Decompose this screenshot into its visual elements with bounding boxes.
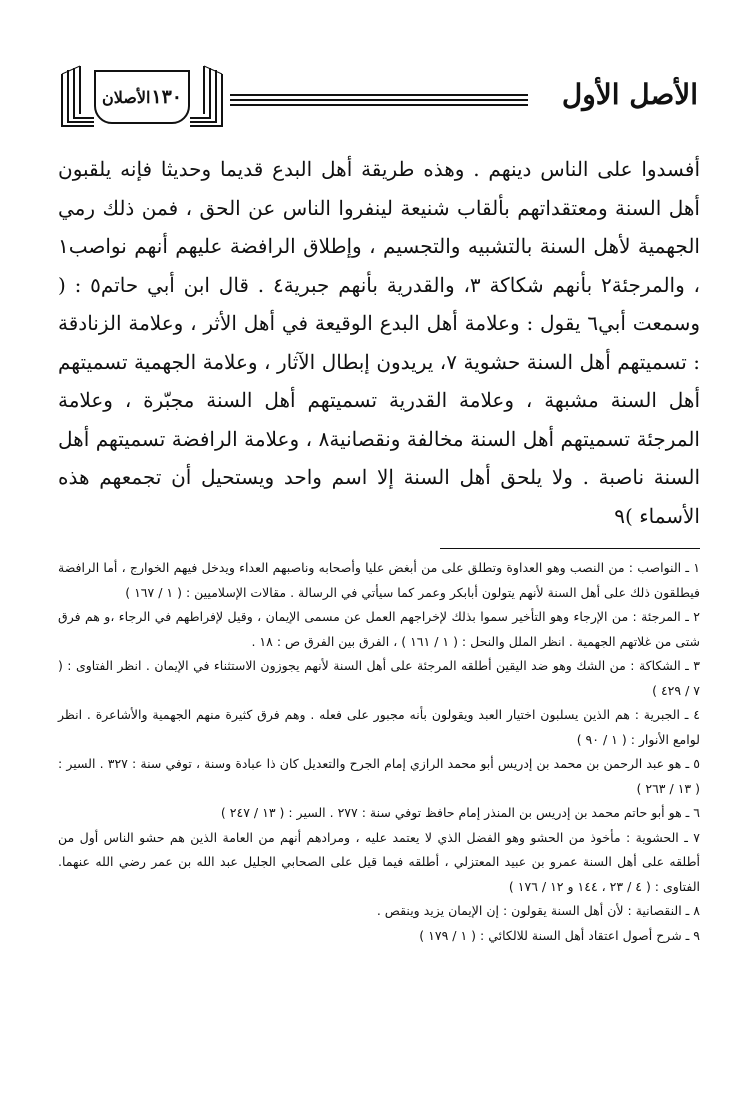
footnote-2: ٢ ـ المرجئة : من الإرجاء وهو التأخير سموا بذلك لإخراجهم العمل عن مسمى الإيمان ، وقيل لإفراطهم في الرجاء ،و هم فرق شتى من غلاتهم الجهمية . انظر الملل والنحل : ( ١ / ١٦١ ) ، الفرق بين الفرق ص : ١٨ . xyxy=(58,609,700,649)
footnote-4: ٤ ـ الجبرية : هم الذين يسلبون اختيار العبد ويقولون بأنه مجبور على فعله . وهم فرق كثيرة منهم الجهمية والأشاعرة . انظر لوامع الأنوار : ( ١ / ٩٠ ) xyxy=(58,707,700,747)
footnote-7: ٧ ـ الحشوية : مأخوذ من الحشو وهو الفضل الذي لا يعتمد عليه ، ومرادهم أنهم من العامة الذين هم حشو الناس أول من أطلقه على أهل السنة عمرو بن عبيد المعتزلي ، أطلقه فيما قيل على الصحابي الجليل عبد الله بن عمر رضي الله عنهما. الفتاوى : ( ٤ / ٢٣ ، ١٤٤ و ١٢ / ١٧٦ ) xyxy=(58,829,700,894)
open-book-ornament xyxy=(58,64,226,132)
footnote-8: ٨ ـ النقصانية : لأن أهل السنة يقولون : إن الإيمان يزيد وينقص . xyxy=(376,903,700,918)
footnote-5: ٥ ـ هو عبد الرحمن بن محمد بن إدريس أبو محمد الرازي إمام الجرح والتعديل كان ذا عبادة وسنة ، توفي سنة : ٣٢٧ . السير : ( ١٣ / ٢٦٣ ) xyxy=(58,756,700,796)
book-label-box xyxy=(94,70,190,124)
main-paragraph: أفسدوا على الناس دينهم . وهذه طريقة أهل البدع قديما وحديثا فإنه يلقبون أهل السنة ومعتقداتهم بألقاب شنيعة لينفروا الناس عن الحق ، فمن ذلك رمي الجهمية لأهل السنة بالتشبيه والتجسيم ، وإطلاق الرافضة عليهم أنهم نواصب١ ، والمرجئة٢ بأنهم شكاكة ٣، والقدرية بأنهم جبرية٤ . قال ابن أبي حاتم٥ : ( وسمعت أبي٦ يقول : وعلامة أهل البدع الوقيعة في أهل الأثر ، وعلامة الزنادقة : تسميتهم أهل السنة حشوية ٧، يريدون إبطال الآثار ، وعلامة الجهمية تسميتهم أهل السنة مشبهة ، وعلامة القدرية تسميتهم أهل السنة مجبّرة ، وعلامة المرجئة تسميتهم أهل السنة مخالفة ونقصانية٨ ، وعلامة الرافضة تسميتهم أهل السنة ناصبة . ولا يلحق أهل السنة إلا اسم واحد ويستحيل أن تجمعهم هذه الأسماء )٩ xyxy=(58,157,701,528)
book-title: الأصلان xyxy=(102,87,151,107)
footnote-6: ٦ ـ هو أبو حاتم محمد بن إدريس بن المنذر إمام حافظ توفي سنة : ٢٧٧ . السير : ( ١٣ / ٢٤٧ ) xyxy=(220,805,700,820)
chapter-title: الأصل الأول xyxy=(561,78,698,111)
page-number: ١٣٠ xyxy=(151,86,182,108)
footnotes xyxy=(58,556,700,948)
footnote-9: ٩ ـ شرح أصول اعتقاد أهل السنة للالكائي : ( ١ / ١٧٩ ) xyxy=(419,927,700,943)
footnote-3: ٣ ـ الشكاكة : من الشك وهو ضد اليقين أطلقه المرجئة على أهل السنة لأنهم يجوزون الاستثناء في الإيمان . انظر الفتاوى : ( ٧ / ٤٢٩ ) xyxy=(58,658,700,698)
header-rule-lines xyxy=(230,94,528,108)
page-header xyxy=(58,64,698,136)
footnote-divider xyxy=(440,548,700,549)
footnote-1: ١ ـ النواصب : من النصب وهو العداوة وتطلق على من أبغض عليا وأصحابه وناصبهم العداء ويدخل فيهم الخوارج ، أما الرافضة فيطلقون ذلك على أهل السنة لأنهم يتولون أبابكر وعمر كما سيأتي في الرسالة . مقالات الإسلاميين : ( ١ / ١٦٧ ) xyxy=(58,560,700,600)
